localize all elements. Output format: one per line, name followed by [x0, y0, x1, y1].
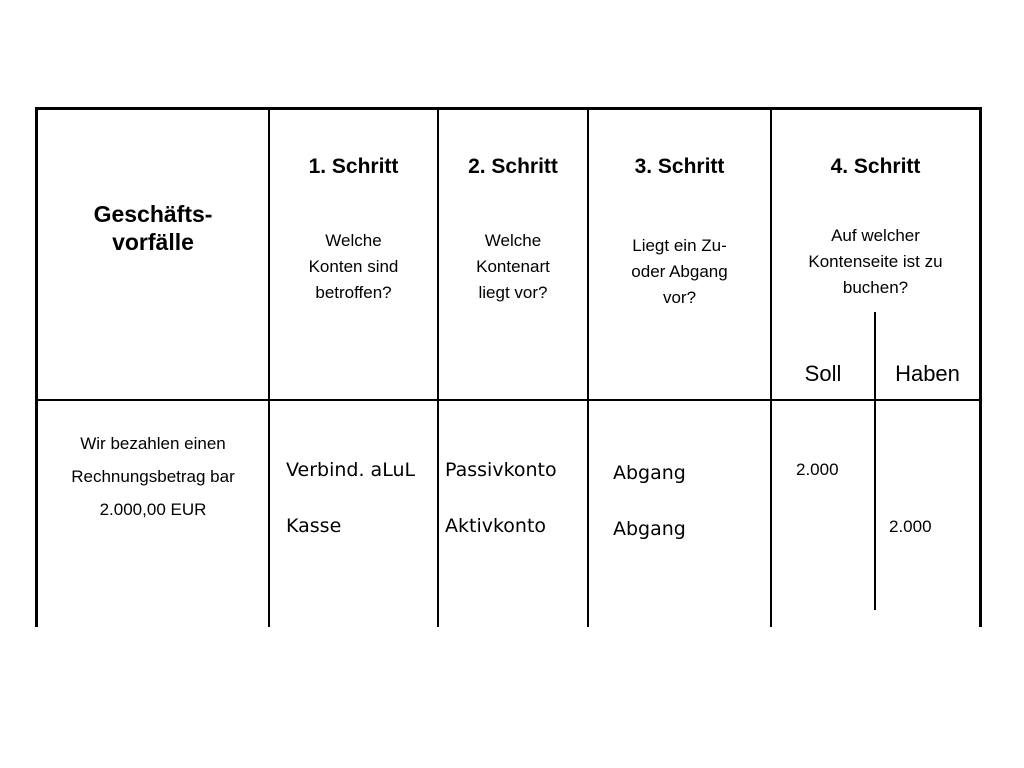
- table-left-border: [35, 107, 38, 627]
- kontenart-entry-2: Aktivkonto: [445, 515, 547, 537]
- header-row-divider: [35, 399, 982, 401]
- step-3-description: Liegt ein Zu- oder Abgang vor?: [631, 236, 728, 307]
- haben-label: Haben: [895, 361, 960, 386]
- column-divider-1: [268, 107, 270, 627]
- table-right-border: [979, 107, 982, 627]
- soll-label: Soll: [804, 361, 842, 386]
- step-2-title: 2. Schritt: [468, 155, 558, 178]
- konto-entry-2: Kasse: [286, 515, 342, 537]
- zu-abgang-entry-1: Abgang: [613, 462, 686, 484]
- step-3-title: 3. Schritt: [634, 155, 725, 178]
- geschaeftsvorfall-text: Wir bezahlen einen Rechnungsbetrag bar 2.000,00 EUR: [71, 434, 235, 519]
- step-4-title: 4. Schritt: [830, 155, 921, 178]
- column-divider-2: [437, 107, 439, 627]
- haben-amount: 2.000: [889, 517, 932, 536]
- step-2-description: Welche Kontenart liegt vor?: [476, 231, 550, 302]
- step-1-title: 1. Schritt: [308, 155, 399, 178]
- column-header-geschaeftsvorfaelle: Geschäfts- vorfälle: [93, 201, 213, 255]
- soll-haben-divider: [874, 312, 876, 610]
- table-top-border: [35, 107, 982, 110]
- step-4-description: Auf welcher Kontenseite ist zu buchen?: [808, 226, 943, 297]
- konto-entry-1: Verbind. aLuL: [286, 459, 416, 481]
- zu-abgang-entry-2: Abgang: [613, 518, 686, 540]
- kontenart-entry-1: Passivkonto: [445, 459, 557, 481]
- soll-amount: 2.000: [796, 460, 839, 479]
- column-divider-3: [587, 107, 589, 627]
- step-1-description: Welche Konten sind betroffen?: [308, 231, 399, 302]
